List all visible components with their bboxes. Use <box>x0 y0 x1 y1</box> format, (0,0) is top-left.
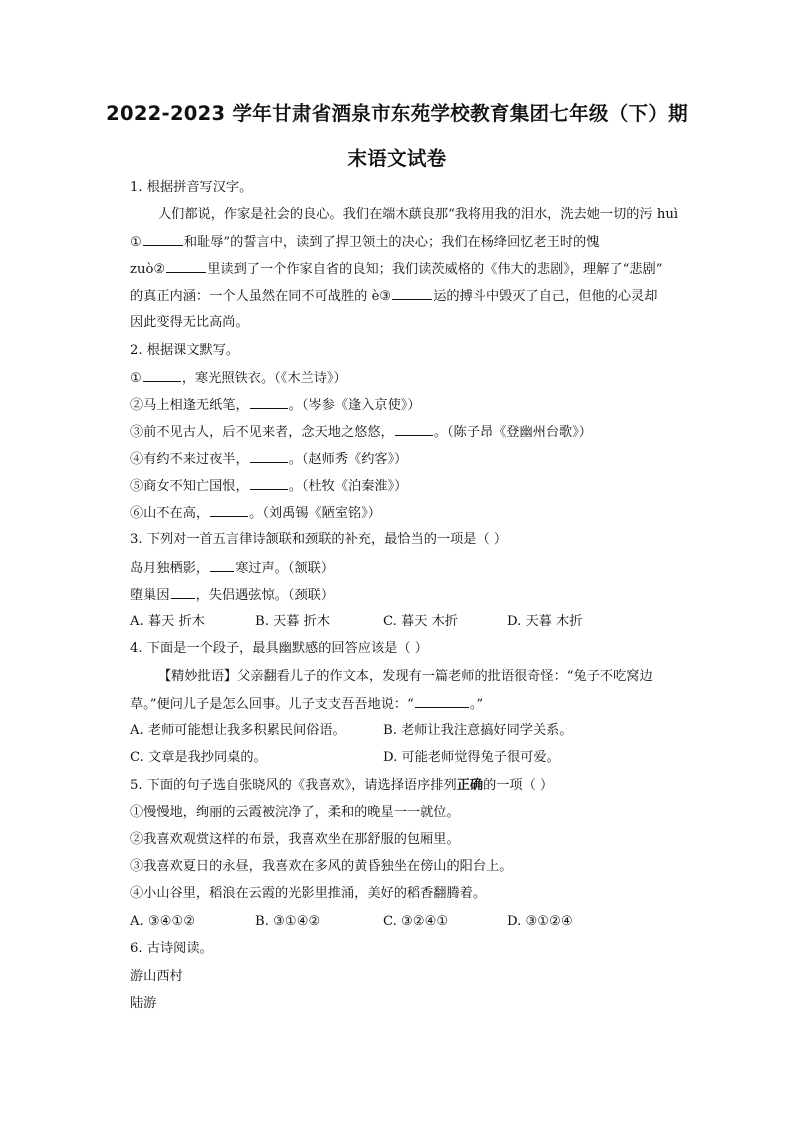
q1-passage-text-2: 和耻辱”的誓言中，读到了捍卫领土的决心；我们在杨绛回忆老王时的愧 <box>183 235 600 250</box>
q3-line-1 <box>130 558 334 579</box>
q2-item-6-post: 。（刘禹锡《陋室铭》） <box>249 506 381 521</box>
q3-blank-1[interactable] <box>210 558 234 572</box>
q2-item-3-pre: ③前不见古人，后不见来者，念天地之悠悠， <box>130 425 394 440</box>
q2-blank-3[interactable] <box>395 422 433 436</box>
q2-item-4-pre: ④有约不来过夜半， <box>130 452 249 467</box>
q2-item-6-pre: ⑥山不在高， <box>130 506 210 521</box>
q1-blank-1[interactable] <box>143 232 183 246</box>
q4-option-d[interactable]: D. 可能老师觉得兔子很可爱。 <box>383 750 560 765</box>
q6-poem-title: 游山西村 <box>130 969 183 984</box>
q4-option-a[interactable]: A. 老师可能想让我多积累民间俗语。 <box>130 723 346 738</box>
exam-title-line-2: 末语文试卷 <box>347 147 447 170</box>
q1-passage-line-1: 人们都说，作家是社会的良心。我们在端木蕻良那“我将用我的泪水，洗去她一切的污 huì <box>158 207 679 222</box>
q2-item-2 <box>130 395 421 416</box>
q4-blank[interactable] <box>415 694 469 708</box>
q5-sentence-3: ③我喜欢夏日的永昼，我喜欢在多风的黄昏独坐在傍山的阳台上。 <box>130 859 513 874</box>
q3-stem: 3. 下列对一首五言律诗颔联和颈联的补充，最恰当的一项是（ ） <box>130 532 508 547</box>
q6-stem: 6. 古诗阅读。 <box>130 941 213 956</box>
q2-item-3-post: 。（陈子昂《登幽州台歌》） <box>433 425 592 440</box>
q3-line-2 <box>130 585 334 606</box>
q1-passage-line-2 <box>130 232 599 253</box>
q4-passage-text: 草。”便问儿子是怎么回事。儿子支支吾吾地说：“ <box>130 697 414 712</box>
q5-stem <box>130 776 553 796</box>
q2-item-6 <box>130 503 381 524</box>
q5-sentence-4: ④小山谷里，稻浪在云霞的光影里推涌，美好的稻香翻腾着。 <box>130 886 487 901</box>
q2-item-3 <box>130 422 592 443</box>
q1-stem: 1. 根据拼音写汉字。 <box>130 180 253 195</box>
q5-option-a[interactable]: A. ③④①② <box>130 914 196 929</box>
q3-option-c[interactable]: C. 暮天 木折 <box>383 614 458 629</box>
q2-item-1-pre: ① <box>130 371 142 386</box>
q1-blank-label-1: ① <box>130 235 142 250</box>
q5-option-b[interactable]: B. ③①④② <box>255 914 321 929</box>
q2-blank-5[interactable] <box>250 476 288 490</box>
q3-line-1-pre: 岛月独栖影， <box>130 561 210 576</box>
q2-item-2-pre: ②马上相逢无纸笔， <box>130 398 249 413</box>
q1-passage-line-4 <box>130 286 657 307</box>
q2-stem: 2. 根据课文默写。 <box>130 343 240 358</box>
q4-option-c[interactable]: C. 文章是我抄同桌的。 <box>130 750 267 765</box>
q3-option-a[interactable]: A. 暮天 折木 <box>130 614 205 629</box>
q1-passage-line-3 <box>130 259 662 280</box>
q3-line-2-post: ，失侣遇弦惊。（颈联） <box>195 588 335 603</box>
exam-title-line-1: 2022-2023 学年甘肃省酒泉市东苑学校教育集团七年级（下）期 <box>106 102 688 125</box>
q3-line-2-pre: 堕巢因 <box>130 588 170 603</box>
q5-option-d[interactable]: D. ③①②④ <box>507 914 573 929</box>
q5-option-c[interactable]: C. ③②④① <box>383 914 449 929</box>
q4-stem: 4. 下面是一个段子，最具幽默感的回答应该是（ ） <box>130 641 428 656</box>
q1-blank-3[interactable] <box>392 286 432 300</box>
q2-item-1 <box>130 368 347 389</box>
q2-blank-4[interactable] <box>250 449 288 463</box>
q1-blank-label-3: 的真正内涵：一个人虽然在同不可战胜的 è③ <box>130 289 392 304</box>
q1-passage-line-5: 因此变得无比高尚。 <box>130 315 249 330</box>
q1-blank-label-2: zuò② <box>130 262 166 277</box>
q2-item-4 <box>130 449 407 470</box>
q5-stem-text: 5. 下面的句子选自张晓风的《我喜欢》，请选择语序排列 <box>130 778 457 793</box>
q5-stem-end: 的一项（ ） <box>483 778 554 793</box>
q4-passage-line-1: 【精妙批语】父亲翻看儿子的作文本，发现有一篇老师的批语很奇怪：“兔子不吃窝边 <box>158 669 653 684</box>
q2-blank-1[interactable] <box>143 368 181 382</box>
q1-passage-text-3: 里读到了一个作家自省的良知；我们读茨威格的《伟大的悲剧》，理解了“悲剧” <box>207 262 663 277</box>
q5-sentence-1: ①慢慢地，绚丽的云霞被浣净了，柔和的晚星一一就位。 <box>130 805 460 820</box>
q2-item-1-post: ，寒光照铁衣。（《木兰诗》） <box>181 371 347 386</box>
q2-blank-2[interactable] <box>250 395 288 409</box>
q3-option-b[interactable]: B. 天暮 折木 <box>255 614 331 629</box>
q1-passage-text-4: 运的搏斗中毁灭了自己，但他的心灵却 <box>433 289 658 304</box>
q3-line-1-post: 寒过声。（颔联） <box>235 561 335 576</box>
q2-item-5 <box>130 476 407 497</box>
q2-item-5-post: 。（杜牧《泊秦淮》） <box>288 479 408 494</box>
q4-option-b[interactable]: B. 老师让我注意搞好同学关系。 <box>383 723 573 738</box>
q1-blank-2[interactable] <box>166 259 206 273</box>
q5-stem-emphasis: 正确 <box>456 778 484 793</box>
q5-sentence-2: ②我喜欢观赏这样的布景，我喜欢坐在那舒服的包厢里。 <box>130 832 460 847</box>
q3-blank-2[interactable] <box>171 585 195 599</box>
q6-poem-author: 陆游 <box>130 996 157 1011</box>
q2-item-5-pre: ⑤商女不知亡国恨， <box>130 479 249 494</box>
q4-passage-line-2 <box>130 694 483 715</box>
q2-blank-6[interactable] <box>210 503 248 517</box>
q3-option-d[interactable]: D. 天暮 木折 <box>507 614 583 629</box>
q2-item-2-post: 。（岑参《逢入京使》） <box>288 398 421 413</box>
q4-passage-end: 。” <box>469 697 484 712</box>
q2-item-4-post: 。（赵师秀《约客》） <box>288 452 408 467</box>
